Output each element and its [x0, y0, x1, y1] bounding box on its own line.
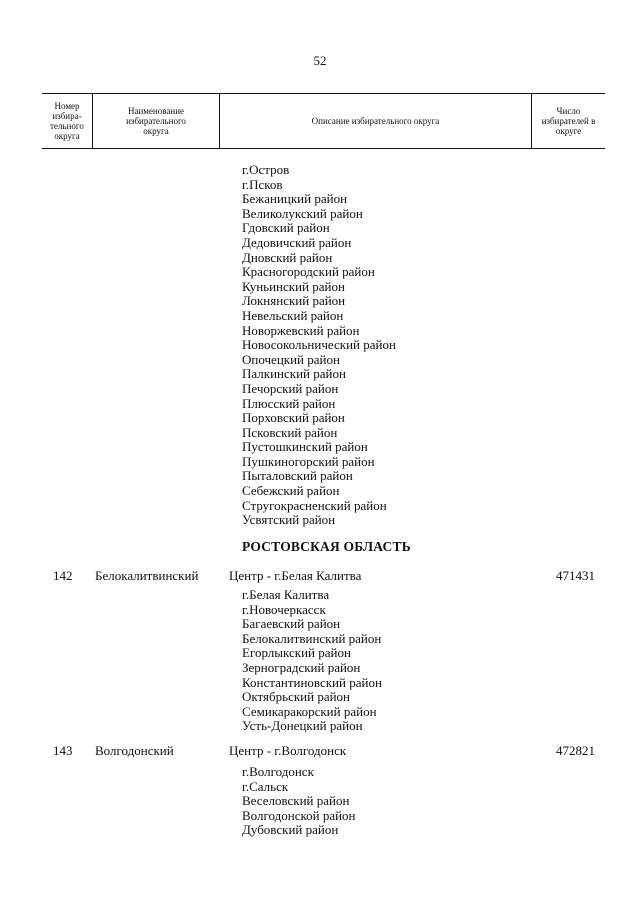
list-item: Новосокольнический район	[242, 337, 396, 353]
list-item: Стругокрасненский район	[242, 497, 387, 513]
district-center: Центр - г.Белая Калитва	[229, 568, 362, 583]
district-area-list	[242, 765, 356, 838]
region-title: РОСТОВСКАЯ ОБЛАСТЬ	[242, 539, 411, 554]
district-voter-count: 472821	[556, 743, 595, 758]
list-item: Плюсский район	[242, 395, 336, 411]
list-item: Великолукский район	[242, 205, 363, 221]
list-item: Пыталовский район	[242, 468, 353, 484]
district-name: Волгодонский	[95, 743, 174, 758]
list-item: Красногородский район	[242, 264, 375, 280]
list-item: Куньинский район	[242, 278, 345, 294]
district-center: Центр - г.Волгодонск	[229, 743, 347, 758]
list-item: Семикаракорский район	[242, 703, 377, 719]
table-header	[42, 93, 605, 149]
page-number: 52	[313, 53, 327, 68]
list-item: Усть-Донецкий район	[242, 718, 363, 734]
header-district-description: Описание избирательного округа	[311, 116, 440, 126]
list-item: Локнянский район	[242, 293, 346, 309]
list-item: Палкинский район	[242, 366, 346, 382]
list-item: г.Белая Калитва	[242, 587, 330, 602]
header-district-name: Наименование избирательного округа	[126, 106, 186, 136]
list-item: Пустошкинский район	[242, 439, 368, 455]
header-district-number: Номер избира- тельного округа	[50, 101, 84, 141]
list-item: Веселовский район	[242, 793, 350, 809]
district-area-list	[242, 588, 382, 734]
list-item: Новоржевский район	[242, 322, 360, 338]
district-number: 142	[53, 568, 73, 583]
list-item: Невельский район	[242, 307, 344, 323]
list-item: Бежаницкий район	[242, 191, 348, 207]
list-item: Белокалитвинский район	[242, 630, 382, 646]
list-item: Пушкиногорский район	[242, 453, 375, 469]
list-item: Дедовичский район	[242, 234, 352, 250]
list-item: Порховский район	[242, 410, 345, 426]
district-name: Белокалитвинский	[95, 568, 199, 583]
district-voter-count: 471431	[556, 568, 595, 583]
list-item: Печорский район	[242, 380, 339, 396]
list-item: г.Остров	[242, 162, 290, 177]
continued-area-list	[242, 163, 396, 528]
list-item: Зерноградский район	[242, 659, 361, 675]
list-item: Гдовский район	[242, 220, 330, 236]
list-item: г.Псков	[242, 176, 283, 192]
header-voter-count: Число избирателей в округе	[541, 106, 596, 136]
list-item: г.Волгодонск	[242, 764, 314, 779]
list-item: Усвятский район	[242, 512, 336, 528]
list-item: г.Сальск	[242, 778, 289, 794]
list-item: Дновский район	[242, 249, 333, 265]
list-item: Опочецкий район	[242, 351, 340, 367]
list-item: Егорлыкский район	[242, 645, 351, 661]
list-item: Волгодонской район	[242, 807, 356, 823]
list-item: Псковский район	[242, 424, 338, 440]
list-item: Октябрьский район	[242, 689, 350, 705]
list-item: г.Новочеркасск	[242, 601, 326, 617]
list-item: Багаевский район	[242, 616, 341, 632]
district-number: 143	[53, 743, 73, 758]
list-item: Себежский район	[242, 483, 340, 499]
list-item: Дубовский район	[242, 822, 339, 838]
list-item: Константиновский район	[242, 674, 382, 690]
